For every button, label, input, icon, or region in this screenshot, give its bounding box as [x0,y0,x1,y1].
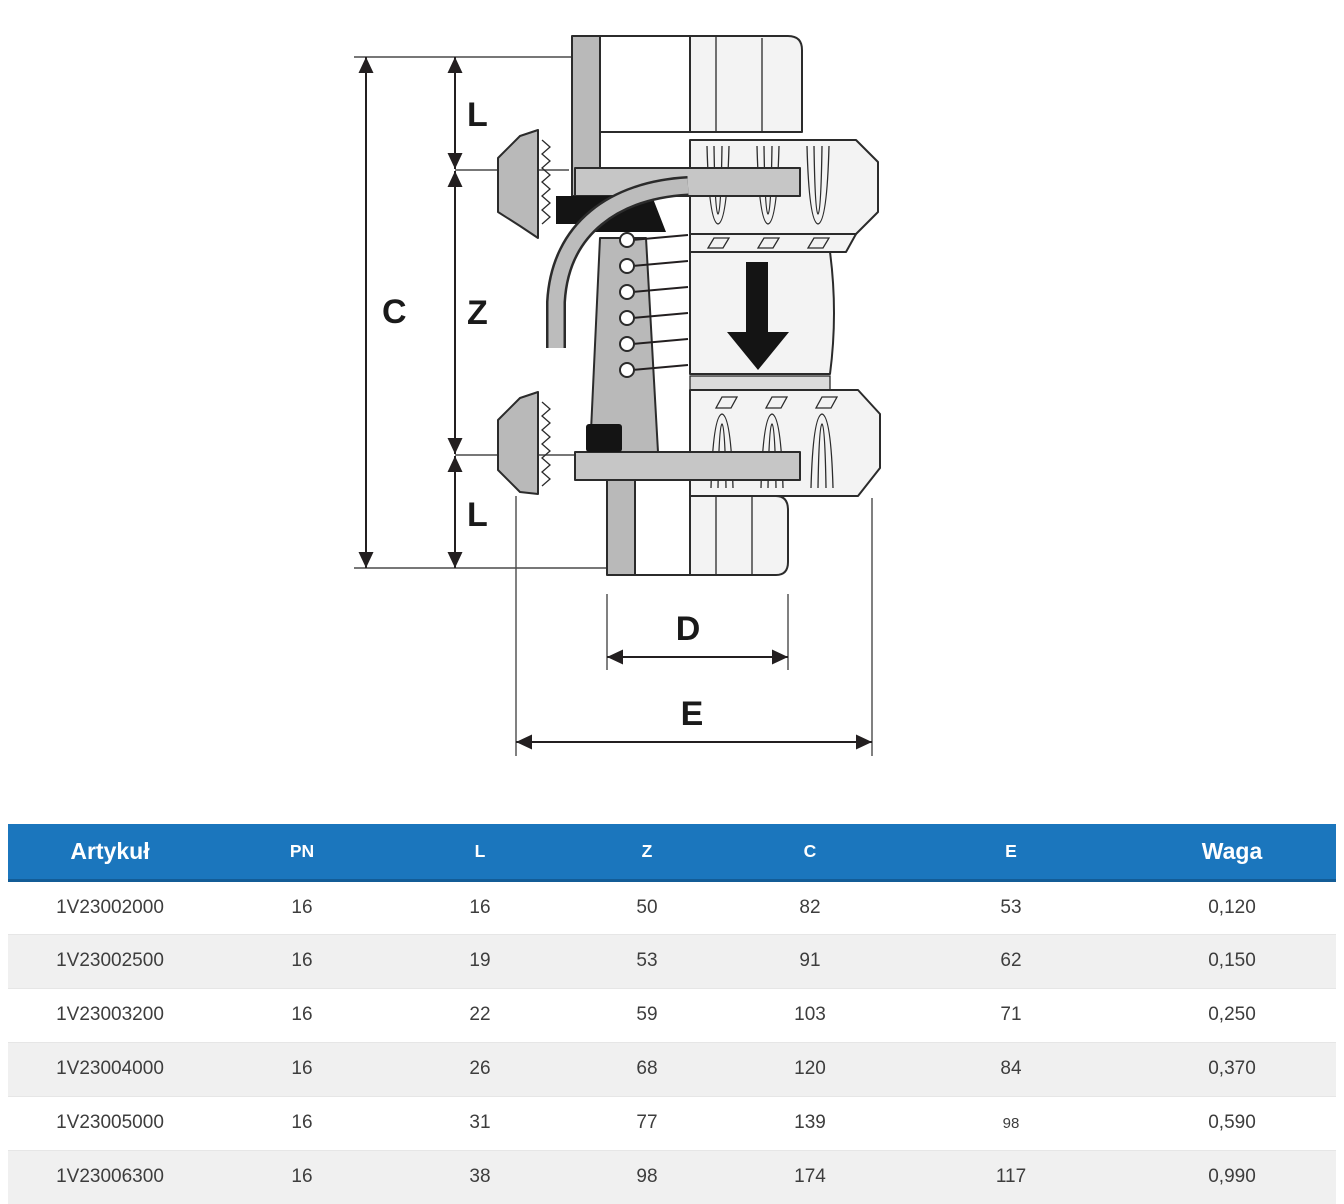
arrowhead-left [516,735,532,750]
cell-z: 53 [636,950,658,971]
spec-table [8,824,1336,1204]
cell-e: 62 [1000,950,1022,971]
arrowhead-up [359,57,374,73]
nut-cutaway-block [498,130,538,238]
cell-pn: 16 [291,1166,313,1188]
cell-waga: 0,150 [1208,950,1256,971]
table-row [8,934,1336,988]
arrowhead-up [448,57,463,73]
cell-c: 82 [799,896,821,918]
cell-waga: 0,250 [1208,1004,1256,1025]
arrowhead-up [448,456,463,472]
cell-artykul: 1V23002500 [56,950,164,971]
cell-z: 50 [636,896,658,918]
dimension-d [607,594,788,670]
cell-l: 38 [469,1166,491,1188]
nut-bottom-band [690,234,856,252]
cell-artykul: 1V23003200 [56,1004,164,1025]
dimension-z [448,171,488,454]
dimension-label-d: D [675,610,701,648]
cell-waga: 0,120 [1208,896,1256,918]
cell-l: 26 [469,1058,491,1079]
cell-pn: 16 [291,1004,313,1025]
cell-e: 53 [1000,896,1022,918]
cell-e: 71 [1000,1004,1022,1025]
col-header-e: E [894,824,1128,880]
dimension-label-z: Z [467,294,488,332]
pipe-bore-section [600,36,690,132]
dimension-c [359,57,407,568]
thread-zigzag [542,402,550,486]
arrowhead-right [772,650,788,665]
pipe-wall-cutaway [607,480,635,575]
pipe-bore-section [635,480,690,575]
arrowhead-right [856,735,872,750]
cell-c: 120 [794,1058,826,1079]
cell-e: 98 [1002,1114,1020,1132]
header-row [8,824,1336,880]
cell-e: 117 [995,1166,1027,1188]
cell-pn: 16 [291,1058,313,1079]
dimension-l-bottom [448,456,488,568]
arrowhead-down [448,153,463,169]
col-header-l: L [392,824,568,880]
cell-c: 91 [799,950,821,971]
spec-table-body [8,880,1336,1204]
arrowhead-down [448,552,463,568]
cell-artykul: 1V23005000 [56,1112,164,1133]
body-joint-band [690,376,830,390]
dimension-l-top [448,57,488,169]
col-header-z: Z [568,824,726,880]
spec-table-header [8,824,1336,880]
cell-waga: 0,370 [1208,1058,1256,1079]
cell-z: 59 [636,1004,658,1025]
seal-ring [586,424,622,452]
cell-z: 98 [636,1166,658,1188]
cell-e: 84 [1000,1058,1022,1079]
cell-artykul: 1V23002000 [56,896,164,918]
arrowhead-down [359,552,374,568]
thread-zigzag [542,140,550,224]
cell-waga: 0,590 [1208,1112,1256,1133]
col-header-artykul: Artykuł [8,824,212,880]
col-header-pn: PN [212,824,392,880]
cell-c: 103 [794,1004,826,1025]
cell-l: 19 [469,950,491,971]
cell-artykul: 1V23006300 [56,1166,164,1188]
cell-z: 68 [636,1058,658,1079]
dimension-label-e: E [680,695,704,733]
cell-pn: 16 [291,950,313,971]
dimension-label-l-bottom: L [467,496,488,534]
cell-pn: 16 [291,1112,313,1133]
col-header-c: C [726,824,894,880]
cell-pn: 16 [291,896,313,918]
cell-l: 16 [469,896,491,918]
col-header-waga: Waga [1128,824,1336,880]
union-bush [575,452,800,480]
table-row [8,1042,1336,1096]
dimension-label-c: C [382,293,407,331]
cell-l: 31 [469,1112,491,1133]
table-row [8,1096,1336,1150]
cell-c: 174 [794,1166,826,1188]
cell-z: 77 [636,1112,658,1133]
cell-artykul: 1V23004000 [56,1058,164,1079]
cell-l: 22 [469,1004,491,1025]
cell-c: 139 [794,1112,826,1133]
arrowhead-up [448,171,463,187]
arrowhead-down [448,438,463,454]
arrowhead-left [607,650,623,665]
table-row [8,1150,1336,1204]
dimension-label-l-top: L [467,96,488,134]
pipe-exterior [690,496,788,575]
nut-cutaway-block [498,392,538,494]
table-row [8,880,1336,934]
table-row [8,988,1336,1042]
cell-waga: 0,990 [1208,1166,1256,1188]
valve-illustration [498,36,880,575]
pipe-exterior [690,36,802,132]
